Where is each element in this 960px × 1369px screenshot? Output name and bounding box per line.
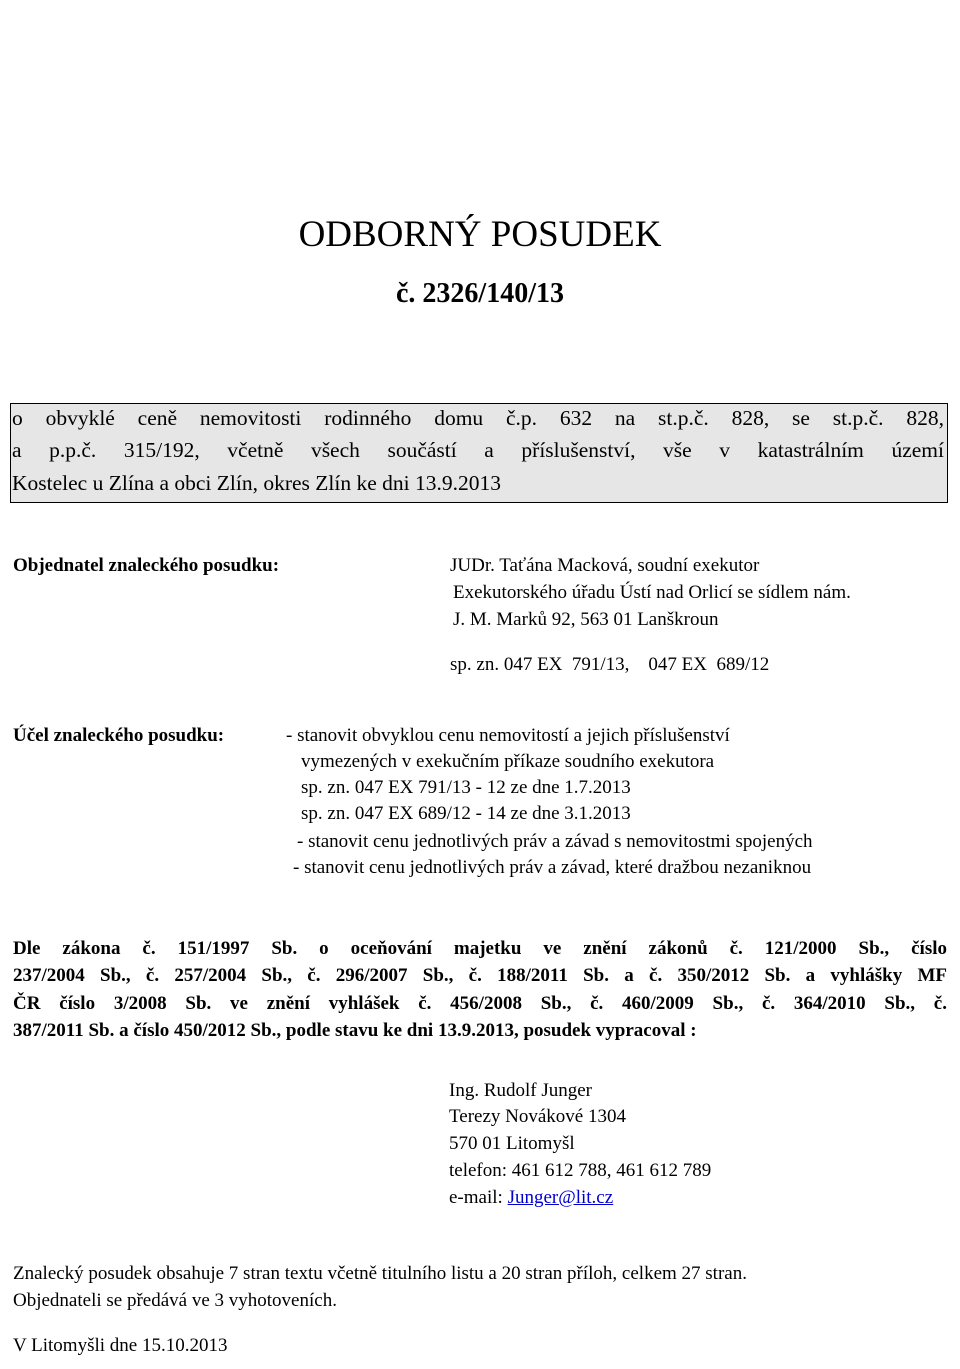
author-name: Ing. Rudolf Junger <box>449 1080 593 1101</box>
author-email-line <box>449 1187 613 1209</box>
author-email-label: e-mail: <box>449 1187 508 1208</box>
subject-line-1: o obvyklé ceně nemovitosti rodinného domu č.p. 632 na st.p.č. 828, se st.p.č. 828, <box>12 406 944 430</box>
client-line-3: J. M. Marků 92, 563 01 Lanškroun <box>453 609 719 630</box>
author-city: 570 01 Litomyšl <box>449 1133 575 1154</box>
footer-contents: Znalecký posudek obsahuje 7 stran textu včetně titulního listu a 20 stran příloh, celkem 27 stran. <box>13 1263 747 1284</box>
purpose-line-4: sp. zn. 047 EX 689/12 - 14 ze dne 3.1.2013 <box>301 803 631 824</box>
client-line-1: JUDr. Taťána Macková, soudní exekutor <box>450 555 760 576</box>
law-line-4: 387/2011 Sb. a číslo 450/2012 Sb., podle stavu ke dni 13.9.2013, posudek vypracoval : <box>13 1020 697 1041</box>
subject-line-3: Kostelec u Zlína a obci Zlín, okres Zlín ke dni 13.9.2013 <box>12 471 502 495</box>
law-line-2: 237/2004 Sb., č. 257/2004 Sb., č. 296/2007 Sb., č. 188/2011 Sb. a č. 350/2012 Sb. a vyhlášky MF <box>13 965 947 986</box>
footer-place-date: V Litomyšli dne 15.10.2013 <box>13 1335 228 1356</box>
purpose-line-3: sp. zn. 047 EX 791/13 - 12 ze dne 1.7.2013 <box>301 777 631 798</box>
subject-line-2: a p.p.č. 315/192, včetně všech součástí a příslušenství, vše v katastrálním území <box>12 438 944 462</box>
client-line-2: Exekutorského úřadu Ústí nad Orlicí se sídlem nám. <box>453 582 851 603</box>
author-street: Terezy Novákové 1304 <box>449 1106 626 1127</box>
document-title: ODBORNÝ POSUDEK <box>298 214 662 255</box>
document-number: č. 2326/140/13 <box>396 278 564 309</box>
footer-copies: Objednateli se předává ve 3 vyhotoveních. <box>13 1290 337 1311</box>
author-email-link[interactable]: Junger@lit.cz <box>507 1187 614 1208</box>
law-line-3: ČR číslo 3/2008 Sb. ve znění vyhlášek č. 456/2008 Sb., č. 460/2009 Sb., č. 364/2010 Sb., č. <box>13 993 947 1014</box>
purpose-line-5: - stanovit cenu jednotlivých práv a závad s nemovitostmi spojených <box>297 831 813 852</box>
purpose-line-2: vymezených v exekučním příkaze soudního exekutora <box>301 751 715 772</box>
purpose-label: Účel znaleckého posudku: <box>13 725 225 746</box>
client-label: Objednatel znaleckého posudku: <box>13 555 280 576</box>
law-line-1: Dle zákona č. 151/1997 Sb. o oceňování majetku ve znění zákonů č. 121/2000 Sb., číslo <box>13 938 947 959</box>
purpose-line-1: - stanovit obvyklou cenu nemovitostí a jejich příslušenství <box>286 725 730 746</box>
purpose-line-6: - stanovit cenu jednotlivých práv a závad, které dražbou nezaniknou <box>293 857 812 878</box>
author-phone: telefon: 461 612 788, 461 612 789 <box>449 1160 712 1181</box>
client-case-ref: sp. zn. 047 EX 791/13, 047 EX 689/12 <box>450 654 770 675</box>
